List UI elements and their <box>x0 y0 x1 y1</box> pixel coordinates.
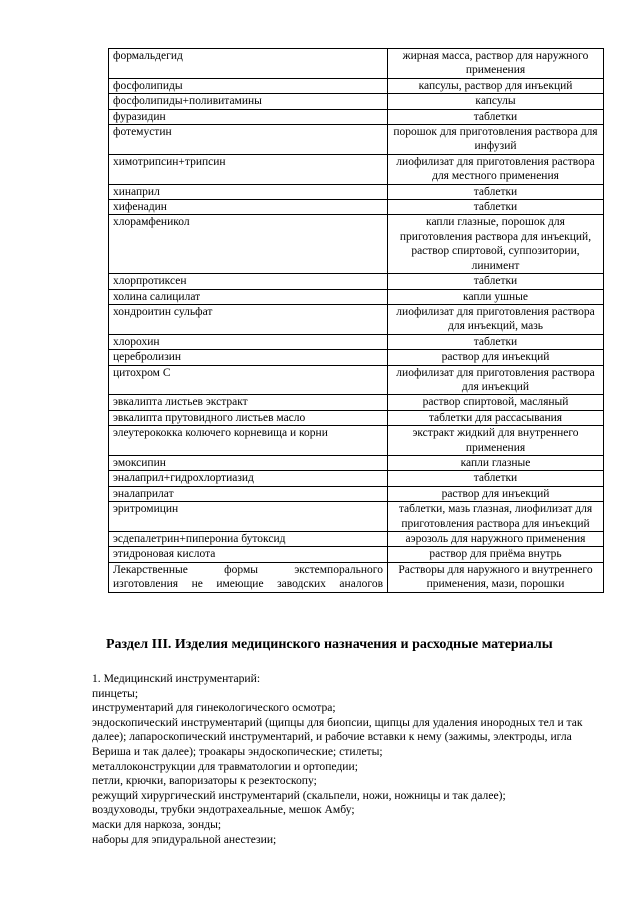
dosage-form-cell: раствор для приёма внутрь <box>388 547 604 562</box>
dosage-form-cell: экстракт жидкий для внутреннего применения <box>388 426 604 456</box>
table-row <box>109 562 604 592</box>
list-item: пинцеты; <box>92 686 139 700</box>
table-row <box>109 125 604 155</box>
dosage-form-cell: таблетки, мазь глазная, лиофилизат для приготовления раствора для инъекций <box>388 502 604 532</box>
dosage-form-cell: капсулы <box>388 94 604 109</box>
dosage-form-cell: таблетки <box>388 274 604 289</box>
dosage-form-cell: порошок для приготовления раствора для инфузий <box>388 125 604 155</box>
drug-name-cell: холина салицилат <box>109 289 388 304</box>
drug-name-cell: эналаприл+гидрохлортиазид <box>109 471 388 486</box>
drug-name-cell: церебролизин <box>109 350 388 365</box>
drug-name-cell: хлорохин <box>109 334 388 349</box>
list-item: воздуховоды, трубки эндотрахеальные, мешок Амбу; <box>92 803 355 817</box>
list-item: петли, крючки, вапоризаторы к резектоскопу; <box>92 774 317 788</box>
drug-name-cell: эмоксипин <box>109 455 388 470</box>
drug-name-cell: химотрипсин+трипсин <box>109 154 388 184</box>
drug-name-cell: фосфолипиды <box>109 78 388 93</box>
table-row <box>109 455 604 470</box>
drug-name-cell: цитохром С <box>109 365 388 395</box>
table-row <box>109 274 604 289</box>
table-row <box>109 94 604 109</box>
list-item: эндоскопический инструментарий (щипцы для биопсии, щипцы для удаления инородных тел и так далее); лапароскопический инструментарий, и рабочие вставки к нему (зажимы, электроды, игла Вериша и так далее); троакары эндоскопические; стилеты; <box>92 715 583 758</box>
table-row <box>109 215 604 274</box>
drug-name-cell: фуразидин <box>109 109 388 124</box>
dosage-form-cell: лиофилизат для приготовления раствора для инъекций <box>388 365 604 395</box>
dosage-form-cell: капсулы, раствор для инъекций <box>388 78 604 93</box>
table-row <box>109 78 604 93</box>
drug-name-cell: эвкалипта прутовидного листьев масло <box>109 410 388 425</box>
drug-name-cell: эналаприлат <box>109 486 388 501</box>
dosage-form-cell: таблетки <box>388 471 604 486</box>
table-row <box>109 109 604 124</box>
dosage-form-cell: таблетки <box>388 109 604 124</box>
dosage-form-cell: Растворы для наружного и внутреннего применения, мази, порошки <box>388 562 604 592</box>
drug-name-cell: эвкалипта листьев экстракт <box>109 395 388 410</box>
dosage-form-cell: жирная масса, раствор для наружного применения <box>388 49 604 79</box>
dosage-form-cell: раствор спиртовой, масляный <box>388 395 604 410</box>
table-row <box>109 184 604 199</box>
table-row <box>109 410 604 425</box>
list-item: металлоконструкции для травматологии и ортопедии; <box>92 759 358 773</box>
table-row <box>109 395 604 410</box>
drug-name-cell: элеутерококка колючего корневища и корни <box>109 426 388 456</box>
table-row <box>109 426 604 456</box>
drug-name-cell: хлорпротиксен <box>109 274 388 289</box>
dosage-form-cell: лиофилизат для приготовления раствора для инъекций, мазь <box>388 304 604 334</box>
dosage-form-cell: капли ушные <box>388 289 604 304</box>
drug-forms-table <box>108 48 604 593</box>
dosage-form-cell: раствор для инъекций <box>388 350 604 365</box>
table-row <box>109 49 604 79</box>
dosage-form-cell: таблетки для рассасывания <box>388 410 604 425</box>
dosage-form-cell: капли глазные, порошок для приготовления раствора для инъекций, раствор спиртовой, суппозитории, линимент <box>388 215 604 274</box>
list-item: наборы для эпидуральной анестезии; <box>92 832 277 846</box>
list-item: 1. Медицинский инструментарий: <box>92 672 261 685</box>
dosage-form-cell: таблетки <box>388 200 604 215</box>
table-row <box>109 334 604 349</box>
drug-name-cell: эритромицин <box>109 502 388 532</box>
dosage-form-cell: раствор для инъекций <box>388 486 604 501</box>
drug-name-cell: хондроитин сульфат <box>109 304 388 334</box>
section-heading: Раздел III. Изделия медицинского назначения и расходные материалы <box>106 637 553 652</box>
table-row <box>109 365 604 395</box>
dosage-form-cell: капли глазные <box>388 455 604 470</box>
drug-name-cell: фотемустин <box>109 125 388 155</box>
table-row <box>109 154 604 184</box>
table-row <box>109 486 604 501</box>
drug-name-cell: хифенадин <box>109 200 388 215</box>
list-item: маски для наркоза, зонды; <box>92 817 222 831</box>
table-row <box>109 304 604 334</box>
table-row <box>109 547 604 562</box>
drug-name-cell: эсдепалетрин+пиперониа бутоксид <box>109 532 388 547</box>
dosage-form-cell: таблетки <box>388 334 604 349</box>
dosage-form-cell: аэрозоль для наружного применения <box>388 532 604 547</box>
table-row <box>109 471 604 486</box>
dosage-form-cell: лиофилизат для приготовления раствора для местного применения <box>388 154 604 184</box>
drug-forms-table-body <box>109 49 604 593</box>
table-row <box>109 350 604 365</box>
drug-name-cell: хлорамфеникол <box>109 215 388 274</box>
list-item: инструментарий для гинекологического осмотра; <box>92 701 336 715</box>
dosage-form-cell: таблетки <box>388 184 604 199</box>
table-row <box>109 502 604 532</box>
drug-name-cell: формальдегид <box>109 49 388 79</box>
drug-name-cell: этидроновая кислота <box>109 547 388 562</box>
drug-name-cell: Лекарственные формы экстемпорального изготовления не имеющие заводских аналогов <box>109 562 388 592</box>
drug-name-cell: хинаприл <box>109 184 388 199</box>
table-row <box>109 532 604 547</box>
table-row <box>109 289 604 304</box>
drug-name-cell: фосфолипиды+поливитамины <box>109 94 388 109</box>
medical-instruments-list <box>92 672 612 847</box>
table-row <box>109 200 604 215</box>
list-item: режущий хирургический инструментарий (скальпели, ножи, ножницы и так далее); <box>92 788 506 802</box>
